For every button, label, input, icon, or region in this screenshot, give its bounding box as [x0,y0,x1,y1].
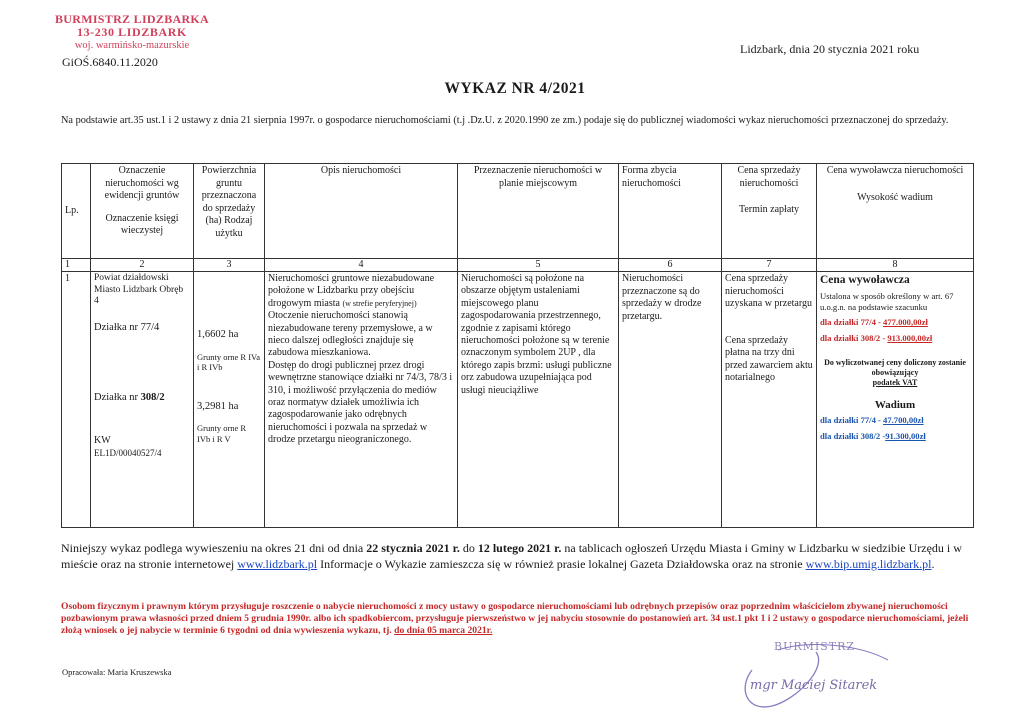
area-1: 1,6602 ha [197,329,239,340]
use-1: Grunty orne R IVa i R IVb [197,351,261,372]
header-col3: Powierzchnia gruntu przeznaczona do sprzedaży (ha) Rodzaj użytku [194,164,265,259]
stamp-burmistrz: BURMISTRZ [774,640,856,653]
c8-price-1: dla działki 77/4 - 477.000,00zł [820,317,928,327]
location: Powiat działdowski Miasto Lidzbark Obręb 4 [94,273,184,306]
kw-label: KW [94,434,111,446]
col-number: 5 [458,259,619,272]
column-number-row [62,259,974,272]
signer-name: mgr Maciej Sitarek [750,678,878,693]
document-title: WYKAZ NR 4/2021 [444,80,586,97]
header-col5: Przeznaczenie nieruchomości w planie miejscowym [458,164,619,259]
posting-notice: Niniejszy wykaz podlega wywieszeniu na okres 21 dni od dnia 22 stycznia 2021 r. do 12 lutego 2021 r. na tablicach ogłoszeń Urzędu Miasta i Gminy w Lidzbarku w siedzibie Urzędu i w mieście oraz na stronie internetowej www.lidzbark.pl Informacje o Wykazie zamieszcza się w również prasie lokalnej Gazeta Działdowska oraz na stronie www.bip.umig.lidzbark.pl. [61,541,962,571]
property-table [61,163,974,528]
col-number: 4 [265,259,458,272]
col-number: 7 [722,259,817,272]
plan-purpose: Nieruchomości są położone na obszarze objętym ustaleniami miejscowego planu zagospodarowania przestrzennego, zgodnie z zapisami którego nieruchomości położone są w terenie oznaczonym symbolem 2UP , dla którego zapis brzmi: usługi publiczne orz zabudowa uzupełniająca pod usługi nieuciążliwe [458,272,619,528]
sale-price: Cena sprzedaży nieruchomości uzyskana w przetargu Cena sprzedaży płatna na trzy dni przed zawarciem aktu notarialnego [722,272,817,528]
plot-designation [91,272,194,528]
vat-note: Do wyliczotwanej ceny doliczony zostanie obowiązujący podatek VAT [824,358,966,387]
official-stamp [48,13,216,52]
priority-notice: Osobom fizycznym i prawnym którym przysługuje roszczenie o nabycie nieruchomości z mocy ustawy o gospodarce nieruchomościami lub odrębnych przepisów oraz poprzednim właścicielom zbywanej nieruchomości pozbawionym prawa własności przed dniem 5 grudnia 1990r. albo ich spadkobiercom, przysługuje pierwszeństwo w jej nabyciu stosownie do postanowień art. 34 ust.1 pkt 1 i 2 ustawy o gospodarce nieruchomościami, jeżeli złożą wniosek o jej nabycie w terminie 6 tygodni od dnia wywieszenia wykazu, tj. do dnia 05 marca 2021r. [61,601,969,636]
wadium-title: Wadium [874,399,916,411]
intro-paragraph: Na podstawie art.35 ust.1 i 2 ustawy z dnia 21 sierpnia 1997r. o gospodarce nieruchomościami (t.j .Dz.U. z 2020.1990 ze zm.) podaje się do publicznej wiadomości wykaz nieruchomości przeznaczonej do sprzedaży. [61,115,949,126]
c8-price-2: dla działki 308/2 - 913.000,00zł [820,333,933,343]
kw-number: EL1D/00040527/4 [94,448,162,458]
header-col6: Forma zbycia nieruchomości [619,164,722,259]
stamp-line-1: BURMISTRZ LIDZBARKA [54,12,210,26]
col-number: 6 [619,259,722,272]
col-number: 1 [62,259,91,272]
plot-2: Działka nr 308/2 [94,392,165,403]
plot-1: Działka nr 77/4 [94,321,160,333]
col-number: 8 [817,259,974,272]
table-row [62,272,974,528]
header-col7: Cena sprzedaży nieruchomości Termin zapłaty [722,164,817,259]
link-bip[interactable]: www.bip.umig.lidzbark.pl [805,556,932,571]
stamp-line-3: woj. warmińsko-mazurskie [74,40,190,51]
reference-number: GiOŚ.6840.11.2020 [62,55,158,69]
property-description: Nieruchomości gruntowe niezabudowane położone w Lidzbarku przy obejściu drogowym miasta (w strefie peryferyjnej) Otoczenie nieruchomości stanowią niezabudowane tereny przemysłowe, a w nieco dalszej odległości znajduje się zabudowa mieszkaniowa. Dostęp do drogi publicznej przez drogi wewnętrzne stanowiące działki nr 74/3, 78/3 i 310, i możliwość przyłączenia do mediów oraz normatyw działek umożliwia ich zagospodarowanie jako odrębnych nieruchomości i pozwala na sprzedaż w drodze przetargu nieograniczonego. [265,272,458,528]
place-date: Lidzbark, dnia 20 stycznia 2021 roku [740,42,920,56]
starting-price [817,272,974,528]
table-header-row [62,164,974,259]
header-col8: Cena wywoławcza nieruchomości Wysokość wadium [817,164,974,259]
col-number: 2 [91,259,194,272]
sale-form: Nieruchomości przeznaczone są do sprzedaży w drodze przetargu. [619,272,722,528]
row-lp: 1 [62,272,91,528]
link-lidzbark[interactable]: www.lidzbark.pl [237,556,318,571]
header-col4: Opis nieruchomości [265,164,458,259]
wadium-1: dla działki 77/4 - 47.700,00zł [820,415,924,425]
stamp-line-2: 13-230 LIDZBARK [76,25,187,39]
header-lp: Lp. [62,164,91,259]
c8-title: Cena wywoławcza [820,274,910,286]
col-number: 3 [194,259,265,272]
wadium-2: dla działki 308/2 -91.300,00zł [820,431,926,441]
header-col2: Oznaczenie nieruchomości wg ewidencji gruntów Oznaczenie księgi wieczystej [91,164,194,259]
plot-area [194,272,265,528]
use-2: Grunty orne R IVb i R V [197,423,247,444]
signature-stamp [738,640,908,710]
c8-desc: Ustalona w sposób określony w art. 67 u.o.g.n. na podstawie szacunku [820,291,954,312]
prepared-by: Opracowała: Maria Kruszewska [62,667,172,677]
area-2: 3,2981 ha [197,400,239,412]
